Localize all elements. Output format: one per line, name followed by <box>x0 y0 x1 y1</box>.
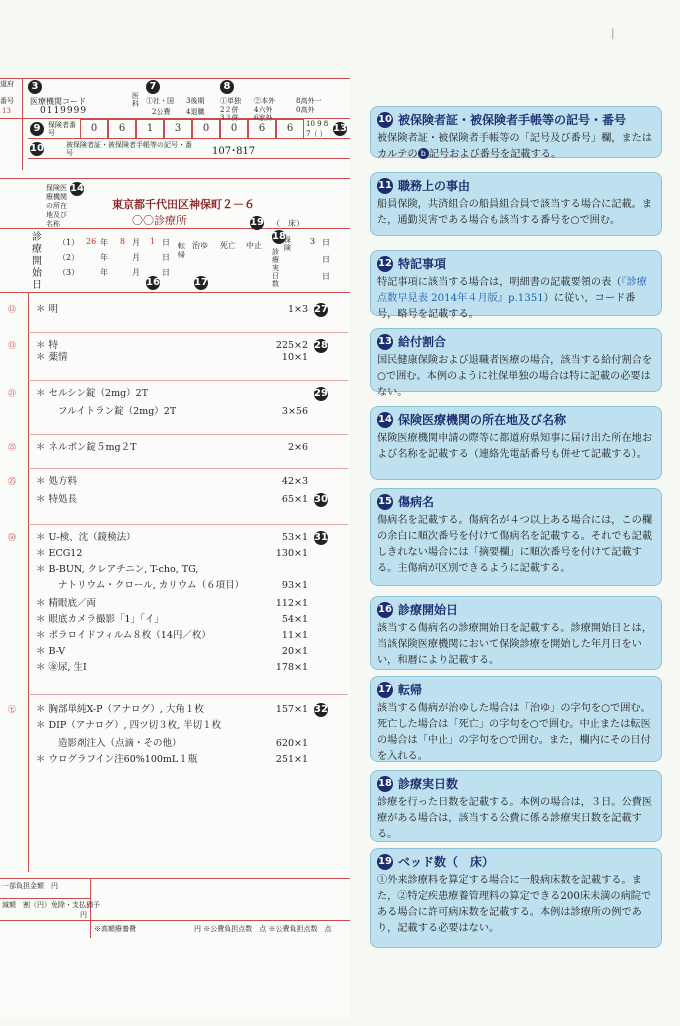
marker-16-icon: 16 <box>146 277 160 288</box>
honnin-label: ②本外 <box>254 97 275 105</box>
unit-year: 年 <box>100 238 108 247</box>
panel-title: ベッド数（ 床） <box>398 855 495 869</box>
row-amount: 53×1 <box>281 532 308 543</box>
row-amount: 112×1 <box>275 598 308 609</box>
marker-7-icon: 7 <box>146 80 160 94</box>
start-year: 26 <box>86 237 97 246</box>
section-divider <box>28 332 348 333</box>
form-top-line <box>0 78 350 79</box>
panel-body: 診療を行った日数を記載する。本例の場合は，３日。公費医療がある場合は，該当する公費に係る診療実日数を記載する。 <box>377 797 653 840</box>
marker-10-icon: 10 <box>30 143 44 154</box>
row-code: ⑬ <box>8 341 16 350</box>
footer-line <box>0 920 350 921</box>
number-badge-icon: 10 <box>377 112 393 128</box>
category-kohi: 2公費 <box>152 108 171 116</box>
footer-4: 円 ※公費負担点数 点 ※公費負担点数 点 <box>194 925 332 933</box>
insurer-digit: 0 <box>220 119 248 139</box>
number-badge-icon: 15 <box>377 494 393 510</box>
marker-14-icon: 14 <box>70 183 84 194</box>
number-badge-icon: 18 <box>377 776 393 792</box>
row-marker-icon: 31 <box>314 532 328 543</box>
panel-title: 被保険者証・被保険者手帳等の記号・番号 <box>398 113 627 127</box>
row-amount: 178×1 <box>275 662 308 673</box>
marker-18-icon: 18 <box>272 231 286 242</box>
start-1: （1） <box>58 238 80 247</box>
prefecture-number-label: 番号 <box>0 97 14 105</box>
insurer-digit: 0 <box>80 119 108 139</box>
row-item: ＊ セルシン錠（2mg）2T <box>36 388 149 399</box>
form-row-line <box>0 178 350 179</box>
insurer-digit: 3 <box>164 119 192 139</box>
footer-top-line <box>0 878 350 879</box>
number-badge-icon: 14 <box>377 412 393 428</box>
footer-1: 一部負担金額 円 <box>2 882 58 890</box>
start-3: （3） <box>58 268 80 277</box>
single-label: ①単独 <box>220 97 241 105</box>
start-label: 診療開始日 <box>32 232 42 291</box>
inst-code: 0119999 <box>40 106 88 116</box>
row-code: ㉒ <box>8 443 16 452</box>
panel-12 <box>370 250 662 320</box>
row-amount: 93×1 <box>281 580 308 591</box>
category-shaho: ①社・国 <box>146 97 174 105</box>
panel-body: 傷病名を記載する。傷病名が４つ以上ある場合には，この欄の余白に順次番号を付けて傷病名を記載する。それでも記載しきれない場合には「摘要欄」に順次番号を付けて記載する。主傷病が区別できるように記載する。 <box>377 515 653 574</box>
row-amount: 225×2 <box>275 340 308 351</box>
row-item: ＊ 眼底カメラ撮影「1」「イ」 <box>36 614 164 625</box>
row-item: ＊ 胸部単純X-P（アナログ）, 大角１枚 <box>36 704 204 715</box>
panel-13 <box>370 328 662 398</box>
section-divider <box>28 694 348 695</box>
honnin-6: 4六外 <box>254 106 273 114</box>
panel-title: 診療実日数 <box>398 777 459 791</box>
form-left-rule <box>22 78 23 170</box>
panel-title: 職務上の事由 <box>398 179 471 193</box>
unit-day: 日 <box>162 253 170 262</box>
category-taishoku: 4退職 <box>186 108 205 116</box>
insurer-label: 保険者番号 <box>48 121 76 137</box>
insurer-digit: 6 <box>108 119 136 139</box>
panel-title: 傷病名 <box>398 495 435 509</box>
row-amount: 10×1 <box>281 352 308 363</box>
row-code: ⑫ <box>8 305 16 314</box>
unit-month: 月 <box>132 253 140 262</box>
row-item: ＊ 明 <box>36 304 59 315</box>
clinic-name: 〇〇診療所 <box>132 214 187 227</box>
footer-3: ※高額療養費 <box>94 925 136 933</box>
row-item: 造影剤注入（点滴・その他） <box>58 738 182 749</box>
panel-10 <box>370 106 662 158</box>
section-divider <box>28 434 348 435</box>
kyufu-9: 10 9 8 <box>306 120 329 128</box>
row-item: ＊ B-V <box>36 646 66 657</box>
row-amount: 42×3 <box>281 476 308 487</box>
unit-year: 年 <box>100 268 108 277</box>
unit-day: 日 <box>322 238 330 247</box>
start-2: （2） <box>58 253 80 262</box>
outcome-cure: 治ゆ <box>192 241 208 250</box>
row-item: ＊ 処方料 <box>36 476 78 487</box>
honnin-8: 6家外 <box>254 114 273 122</box>
row-amount: 251×1 <box>275 754 308 765</box>
row-amount: 1×3 <box>287 304 308 315</box>
panel-body: ①外来診療料を算定する場合に一般病床数を記載する。また，②特定疾患療養管理料の算定できる200床未満の病院である場合に許可病床数を記載する。本例は診療所の例であり，記載する必要はない。 <box>377 875 652 934</box>
footer-2: 減額 割（円）免除・支払猶予 <box>2 901 100 909</box>
row-amount: 620×1 <box>275 738 308 749</box>
days-label: 診療実日数 <box>272 248 279 288</box>
inst-side-label: 保険医療機関の所在地及び名称 <box>46 184 67 228</box>
kyufu-8: 8高外一 <box>296 97 322 105</box>
row-item: ＊ 精眼底／両 <box>36 598 97 609</box>
panel-19 <box>370 848 662 948</box>
row-code: ㊆ <box>8 705 16 714</box>
section-divider <box>28 524 348 525</box>
category-kubun: 医科 <box>132 92 139 108</box>
row-item: ＊ B-BUN, クレアチニン, T-cho, TG, <box>36 564 199 575</box>
code-column-rule <box>28 292 29 872</box>
row-marker-icon: 27 <box>314 304 328 315</box>
row-item: ＊ U-検、沈（鏡検法） <box>36 532 136 543</box>
badge-b-icon: b <box>418 148 429 159</box>
unit-day: 日 <box>322 255 330 264</box>
panel-body: 該当する傷病名の診療開始日を記載する。診療開始日とは，当該保険医療機関において保険診療を開始した年月日をいい，和暦により記載する。 <box>377 623 653 666</box>
row-item: ＊ ウログラフイン注60%100mL１瓶 <box>36 754 198 765</box>
days-value: 3 <box>310 237 316 246</box>
single-2: 2２併 <box>220 106 239 114</box>
row-code: ㉑ <box>8 389 16 398</box>
panel-title: 保険医療機関の所在地及び名称 <box>398 413 567 427</box>
row-amount: 65×1 <box>281 494 308 505</box>
unit-year: 年 <box>100 253 108 262</box>
number-badge-icon: 11 <box>377 178 393 194</box>
panel-body: 船員保険，共済組合の船員組合員で該当する場合に記載。また，通勤災害である場合も該当する番号を○で囲む。 <box>377 199 653 226</box>
row-marker-icon: 29 <box>314 388 328 399</box>
row-item: ＊ 特処長 <box>36 494 78 505</box>
row-amount: 20×1 <box>281 646 308 657</box>
panel-11 <box>370 172 662 236</box>
footer-yen: 円 <box>80 911 87 919</box>
number-badge-icon: 12 <box>377 256 393 272</box>
row-code: ㉕ <box>8 477 16 486</box>
category-kouki: 3後期 <box>186 97 205 105</box>
panel-body: 国民健康保険および退職者医療の場合，該当する給付割合を○で囲む。本例のように社保単独の場合は特に記載の必要はない。 <box>377 355 653 398</box>
insurer-digit: 6 <box>248 119 276 139</box>
marker-13-icon: 13 <box>333 123 347 134</box>
outcome-death: 死亡 <box>220 241 236 250</box>
panel-title: 転帰 <box>398 683 423 697</box>
kyufu-7: 7（ ） <box>306 130 327 138</box>
number-badge-icon: 13 <box>377 334 393 350</box>
address: 東京都千代田区神保町２－６ <box>112 198 255 211</box>
prefecture-number: 13 <box>2 107 11 115</box>
marker-9-icon: 9 <box>30 122 44 136</box>
panel-body: 被保険者証・被保険者手帳等の「記号及び番号」欄，またはカルテの b 記号および番号を記載する。 <box>377 133 653 160</box>
unit-day: 日 <box>162 238 170 247</box>
days-hoken: 保険 <box>284 236 291 252</box>
row-item: ＊ ポラロイドフィルム８枚（14円／枚） <box>36 630 211 641</box>
beds-label: （ 床） <box>272 219 304 228</box>
panel-title: 診療開始日 <box>398 603 459 617</box>
unit-day: 日 <box>322 272 330 281</box>
marker-17-icon: 17 <box>194 277 208 288</box>
form-row-line <box>0 292 350 293</box>
reference-link: 『診療点数早見表 2014年４月版』p.1351 <box>377 277 647 304</box>
row-amount: 54×1 <box>281 614 308 625</box>
insurer-digit: 6 <box>276 119 304 139</box>
row-item: ＊ DIP（アナログ）, 四ツ切３枚, 半切１枚 <box>36 720 222 731</box>
row-item: ＊ 薬情 <box>36 352 68 363</box>
single-3: 3３併 <box>220 114 239 122</box>
insurer-digit: 1 <box>136 119 164 139</box>
panel-14 <box>370 406 662 480</box>
prefecture-label: 道府 <box>0 80 14 88</box>
row-item: フルイトラン錠（2mg）2T <box>58 406 177 417</box>
start-day: 1 <box>150 237 156 246</box>
kyufu-0: 0高外 <box>296 106 315 114</box>
row-amount: 130×1 <box>275 548 308 559</box>
row-marker-icon: 28 <box>314 340 328 351</box>
row-amount: 3×56 <box>281 406 308 417</box>
faint-decoration: ┃ <box>610 30 616 40</box>
panel-title: 特記事項 <box>398 257 447 271</box>
tenki-label: 転帰 <box>178 242 185 259</box>
row-item: ＊ ㊎尿, 生Ⅰ <box>36 662 87 673</box>
number-badge-icon: 17 <box>377 682 393 698</box>
marker-8-icon: 8 <box>220 80 234 94</box>
number-badge-icon: 16 <box>377 602 393 618</box>
panel-15 <box>370 488 662 586</box>
card-value: 107･817 <box>212 146 256 157</box>
panel-16 <box>370 596 662 670</box>
section-divider <box>28 468 348 469</box>
row-item: ＊ ECG12 <box>36 548 83 559</box>
form-row-line <box>28 158 350 159</box>
row-item: ＊ ネルボン錠５mg２T <box>36 442 137 453</box>
unit-month: 月 <box>132 268 140 277</box>
row-amount: 157×1 <box>275 704 308 715</box>
section-divider <box>28 380 348 381</box>
panel-body: 特記事項に該当する場合は，明細書の記載要領の表（『診療点数早見表 2014年４月版』p.1351）に従い，コード番号，略号を記載する。 <box>377 277 647 320</box>
outcome-stop: 中止 <box>246 241 262 250</box>
unit-month: 月 <box>132 238 140 247</box>
inst-code-label: 医療機関コード <box>30 97 86 106</box>
start-month: 8 <box>120 237 126 246</box>
row-marker-icon: 30 <box>314 494 328 505</box>
row-amount: 11×1 <box>281 630 308 641</box>
row-amount: 2×6 <box>287 442 308 453</box>
panel-title: 給付割合 <box>398 335 447 349</box>
marker-19-icon: 19 <box>250 217 264 228</box>
row-item: ナトリウム・クロール, カリウム（６項目） <box>58 580 245 591</box>
unit-day: 日 <box>162 268 170 277</box>
panel-17 <box>370 676 662 762</box>
footer-line <box>0 898 90 899</box>
insurer-digit: 0 <box>192 119 220 139</box>
row-code: ㊿ <box>8 533 16 542</box>
card-label: 被保険者証・被保険者手帳等の記号・番号 <box>66 141 192 157</box>
number-badge-icon: 19 <box>377 854 393 870</box>
panel-body: 保険医療機関申請の際等に都道府県知事に届け出た所在地および名称を記載する（連絡先電話番号も併せて記載する）。 <box>377 433 653 460</box>
marker-3-icon: 3 <box>28 80 42 94</box>
panel-18 <box>370 770 662 842</box>
row-marker-icon: 32 <box>314 704 328 715</box>
panel-body: 該当する傷病が治ゆした場合は「治ゆ」の字句を○で囲む。死亡した場合は「死亡」の字句を○で囲む。中止または転医の場合は「中止」の字句を○で囲む。また，欄内にその日付を入れる。 <box>377 703 651 762</box>
row-item: ＊ 特 <box>36 340 59 351</box>
